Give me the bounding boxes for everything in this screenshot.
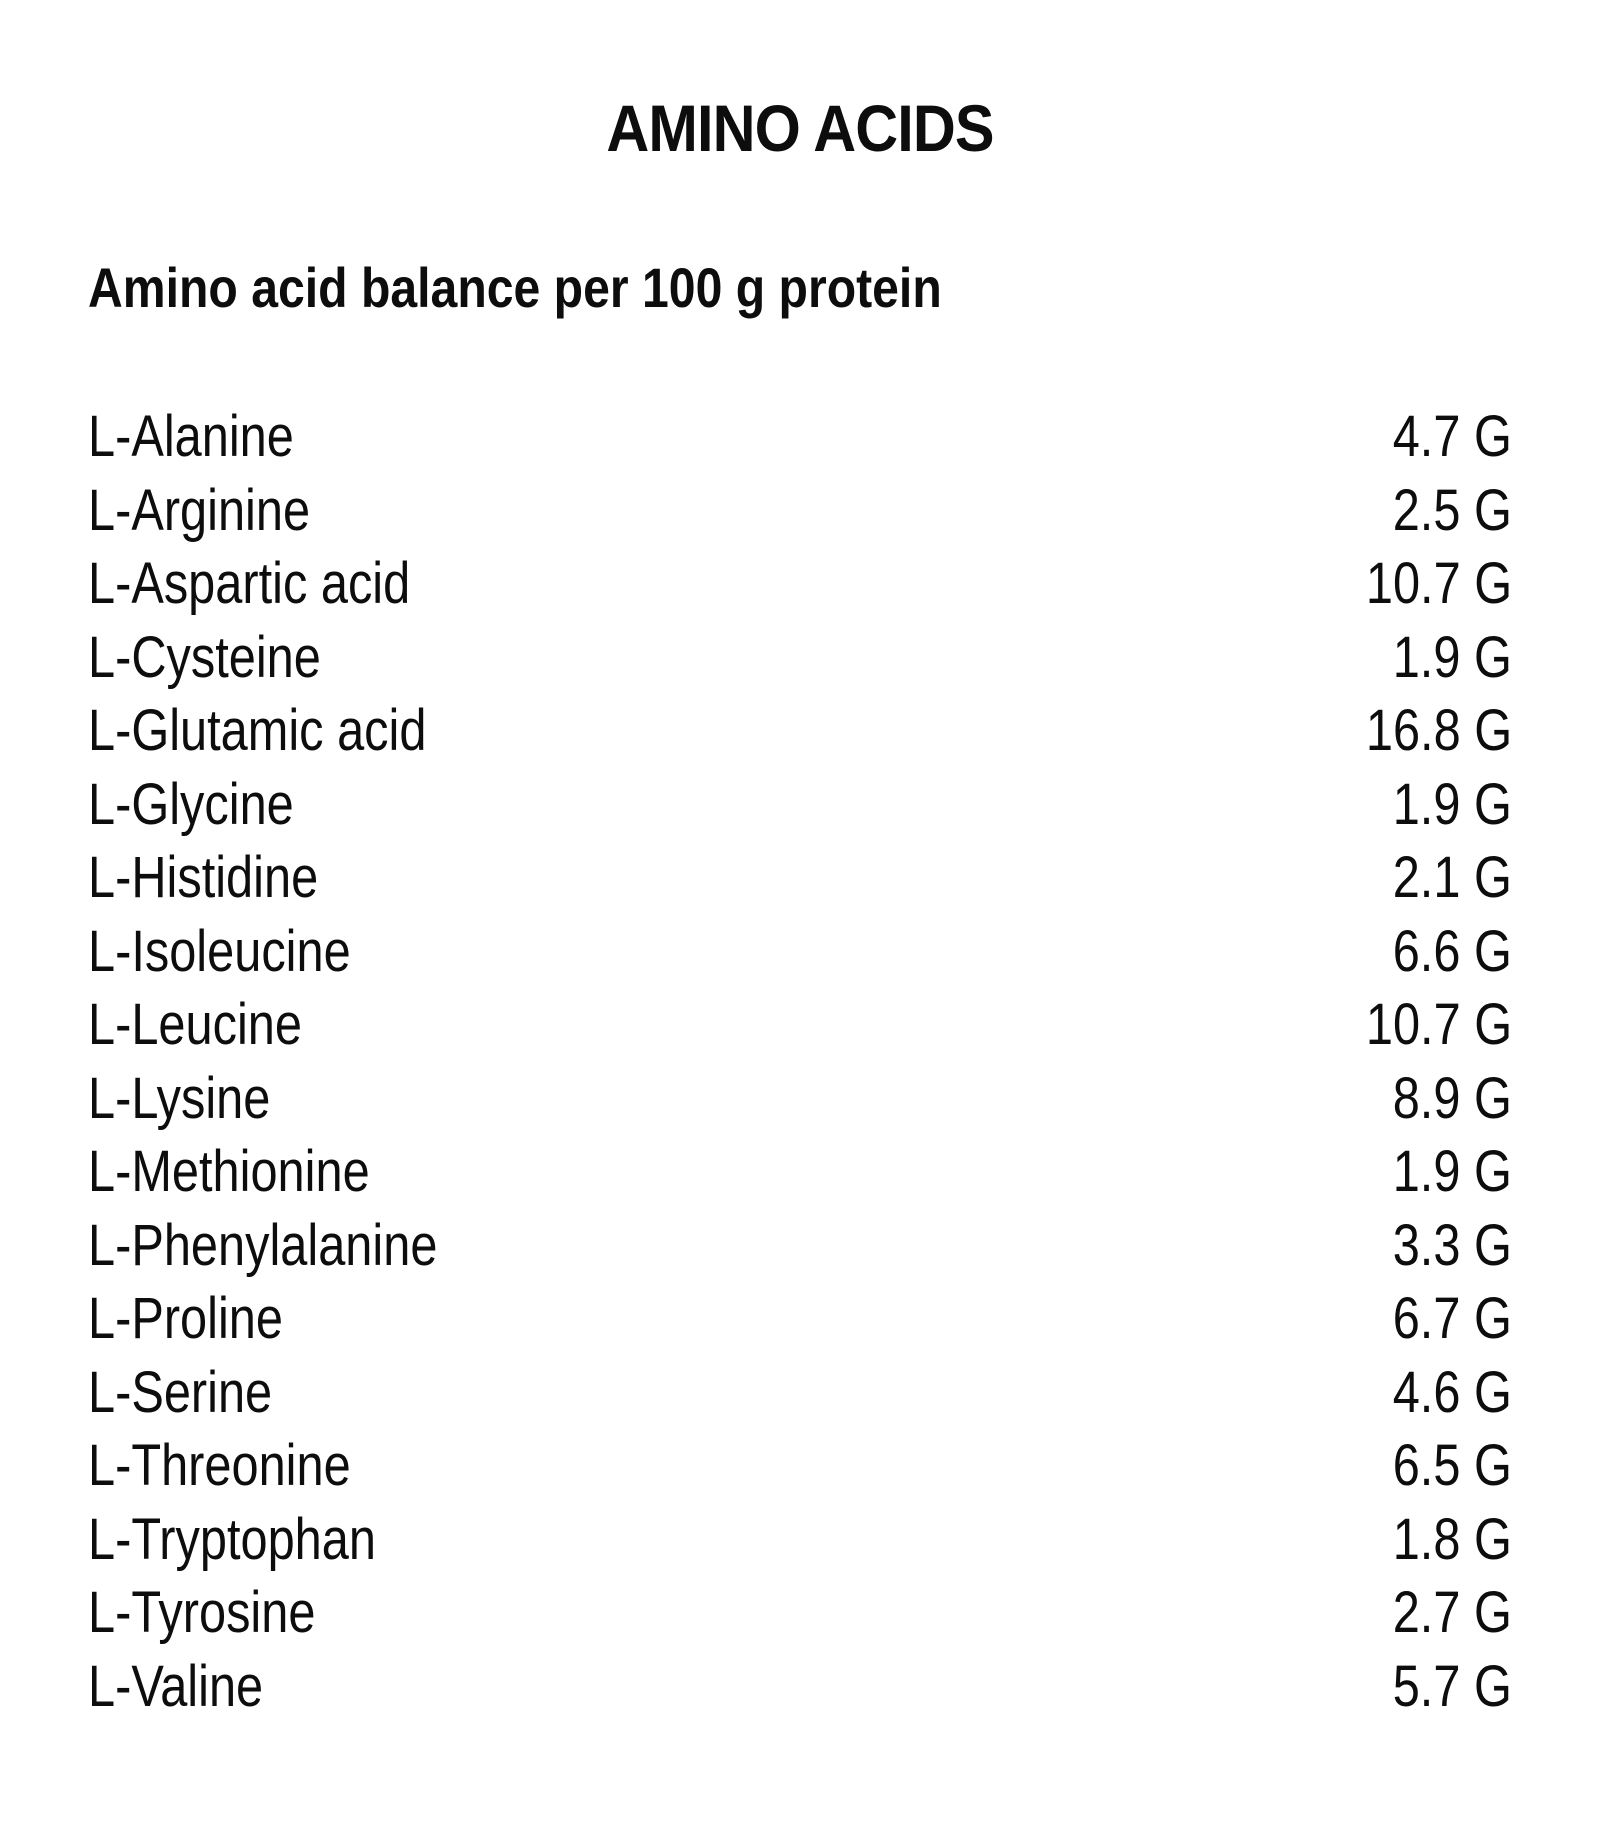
table-row <box>88 621 1512 695</box>
table-row <box>88 1576 1512 1650</box>
amino-acid-amount: 1.9 G <box>1392 624 1512 690</box>
table-row <box>88 1356 1512 1430</box>
amino-acid-amount: 3.3 G <box>1392 1212 1512 1278</box>
amino-acid-amount: 4.6 G <box>1392 1359 1512 1425</box>
amino-acid-amount: 16.8 G <box>1365 698 1512 763</box>
amino-acid-amount: 2.5 G <box>1392 477 1512 543</box>
table-row <box>88 988 1512 1062</box>
table-row <box>88 474 1512 548</box>
amino-acid-name: L-Valine <box>88 1653 264 1719</box>
table-row <box>88 547 1512 621</box>
amino-acid-amount: 10.7 G <box>1365 992 1512 1057</box>
amino-acid-amount: 5.7 G <box>1392 1653 1512 1719</box>
amino-acid-name: L-Proline <box>88 1286 283 1351</box>
amino-acid-name: L-Tyrosine <box>88 1580 316 1645</box>
amino-acid-name: L-Leucine <box>88 992 302 1057</box>
table-row <box>88 694 1512 768</box>
amino-acid-name: L-Alanine <box>88 404 294 469</box>
amino-acid-name: L-Methionine <box>88 1139 370 1204</box>
page-title: AMINO ACIDS <box>606 91 994 165</box>
amino-acid-name: L-Aspartic acid <box>88 551 411 616</box>
amino-acid-name: L-Glutamic acid <box>88 698 427 763</box>
table-row <box>88 1135 1512 1209</box>
amino-acid-name: L-Tryptophan <box>88 1506 376 1572</box>
table-row <box>88 841 1512 915</box>
amino-acid-name: L-Arginine <box>88 477 311 543</box>
table-row <box>88 768 1512 842</box>
table-row <box>88 1209 1512 1283</box>
amino-acid-amount: 6.5 G <box>1392 1433 1512 1498</box>
amino-acid-amount: 2.7 G <box>1392 1580 1512 1645</box>
table-row <box>88 1282 1512 1356</box>
amino-acid-amount: 6.7 G <box>1392 1286 1512 1351</box>
amino-acid-name: L-Glycine <box>88 771 294 837</box>
amino-acid-name: L-Threonine <box>88 1433 351 1498</box>
amino-acid-amount: 10.7 G <box>1365 551 1512 616</box>
table-row <box>88 915 1512 989</box>
amino-acid-amount: 2.1 G <box>1392 845 1512 910</box>
amino-acid-amount: 1.9 G <box>1392 1139 1512 1204</box>
amino-acid-table <box>88 400 1512 1723</box>
amino-acid-name: L-Lysine <box>88 1065 271 1131</box>
amino-acid-name: L-Serine <box>88 1359 273 1425</box>
table-row <box>88 1503 1512 1577</box>
amino-acid-name: L-Histidine <box>88 845 319 910</box>
section-subtitle: Amino acid balance per 100 g protein <box>88 256 942 319</box>
amino-acid-amount: 8.9 G <box>1392 1065 1512 1131</box>
amino-acid-amount: 1.9 G <box>1392 771 1512 837</box>
amino-acid-amount: 6.6 G <box>1392 918 1512 984</box>
table-row <box>88 400 1512 474</box>
table-row <box>88 1062 1512 1136</box>
table-row <box>88 1650 1512 1724</box>
amino-acid-name: L-Cysteine <box>88 624 321 690</box>
amino-acid-amount: 4.7 G <box>1392 404 1512 469</box>
amino-acid-amount: 1.8 G <box>1392 1506 1512 1572</box>
table-row <box>88 1429 1512 1503</box>
amino-acid-name: L-Phenylalanine <box>88 1212 438 1278</box>
amino-acid-name: L-Isoleucine <box>88 918 351 984</box>
